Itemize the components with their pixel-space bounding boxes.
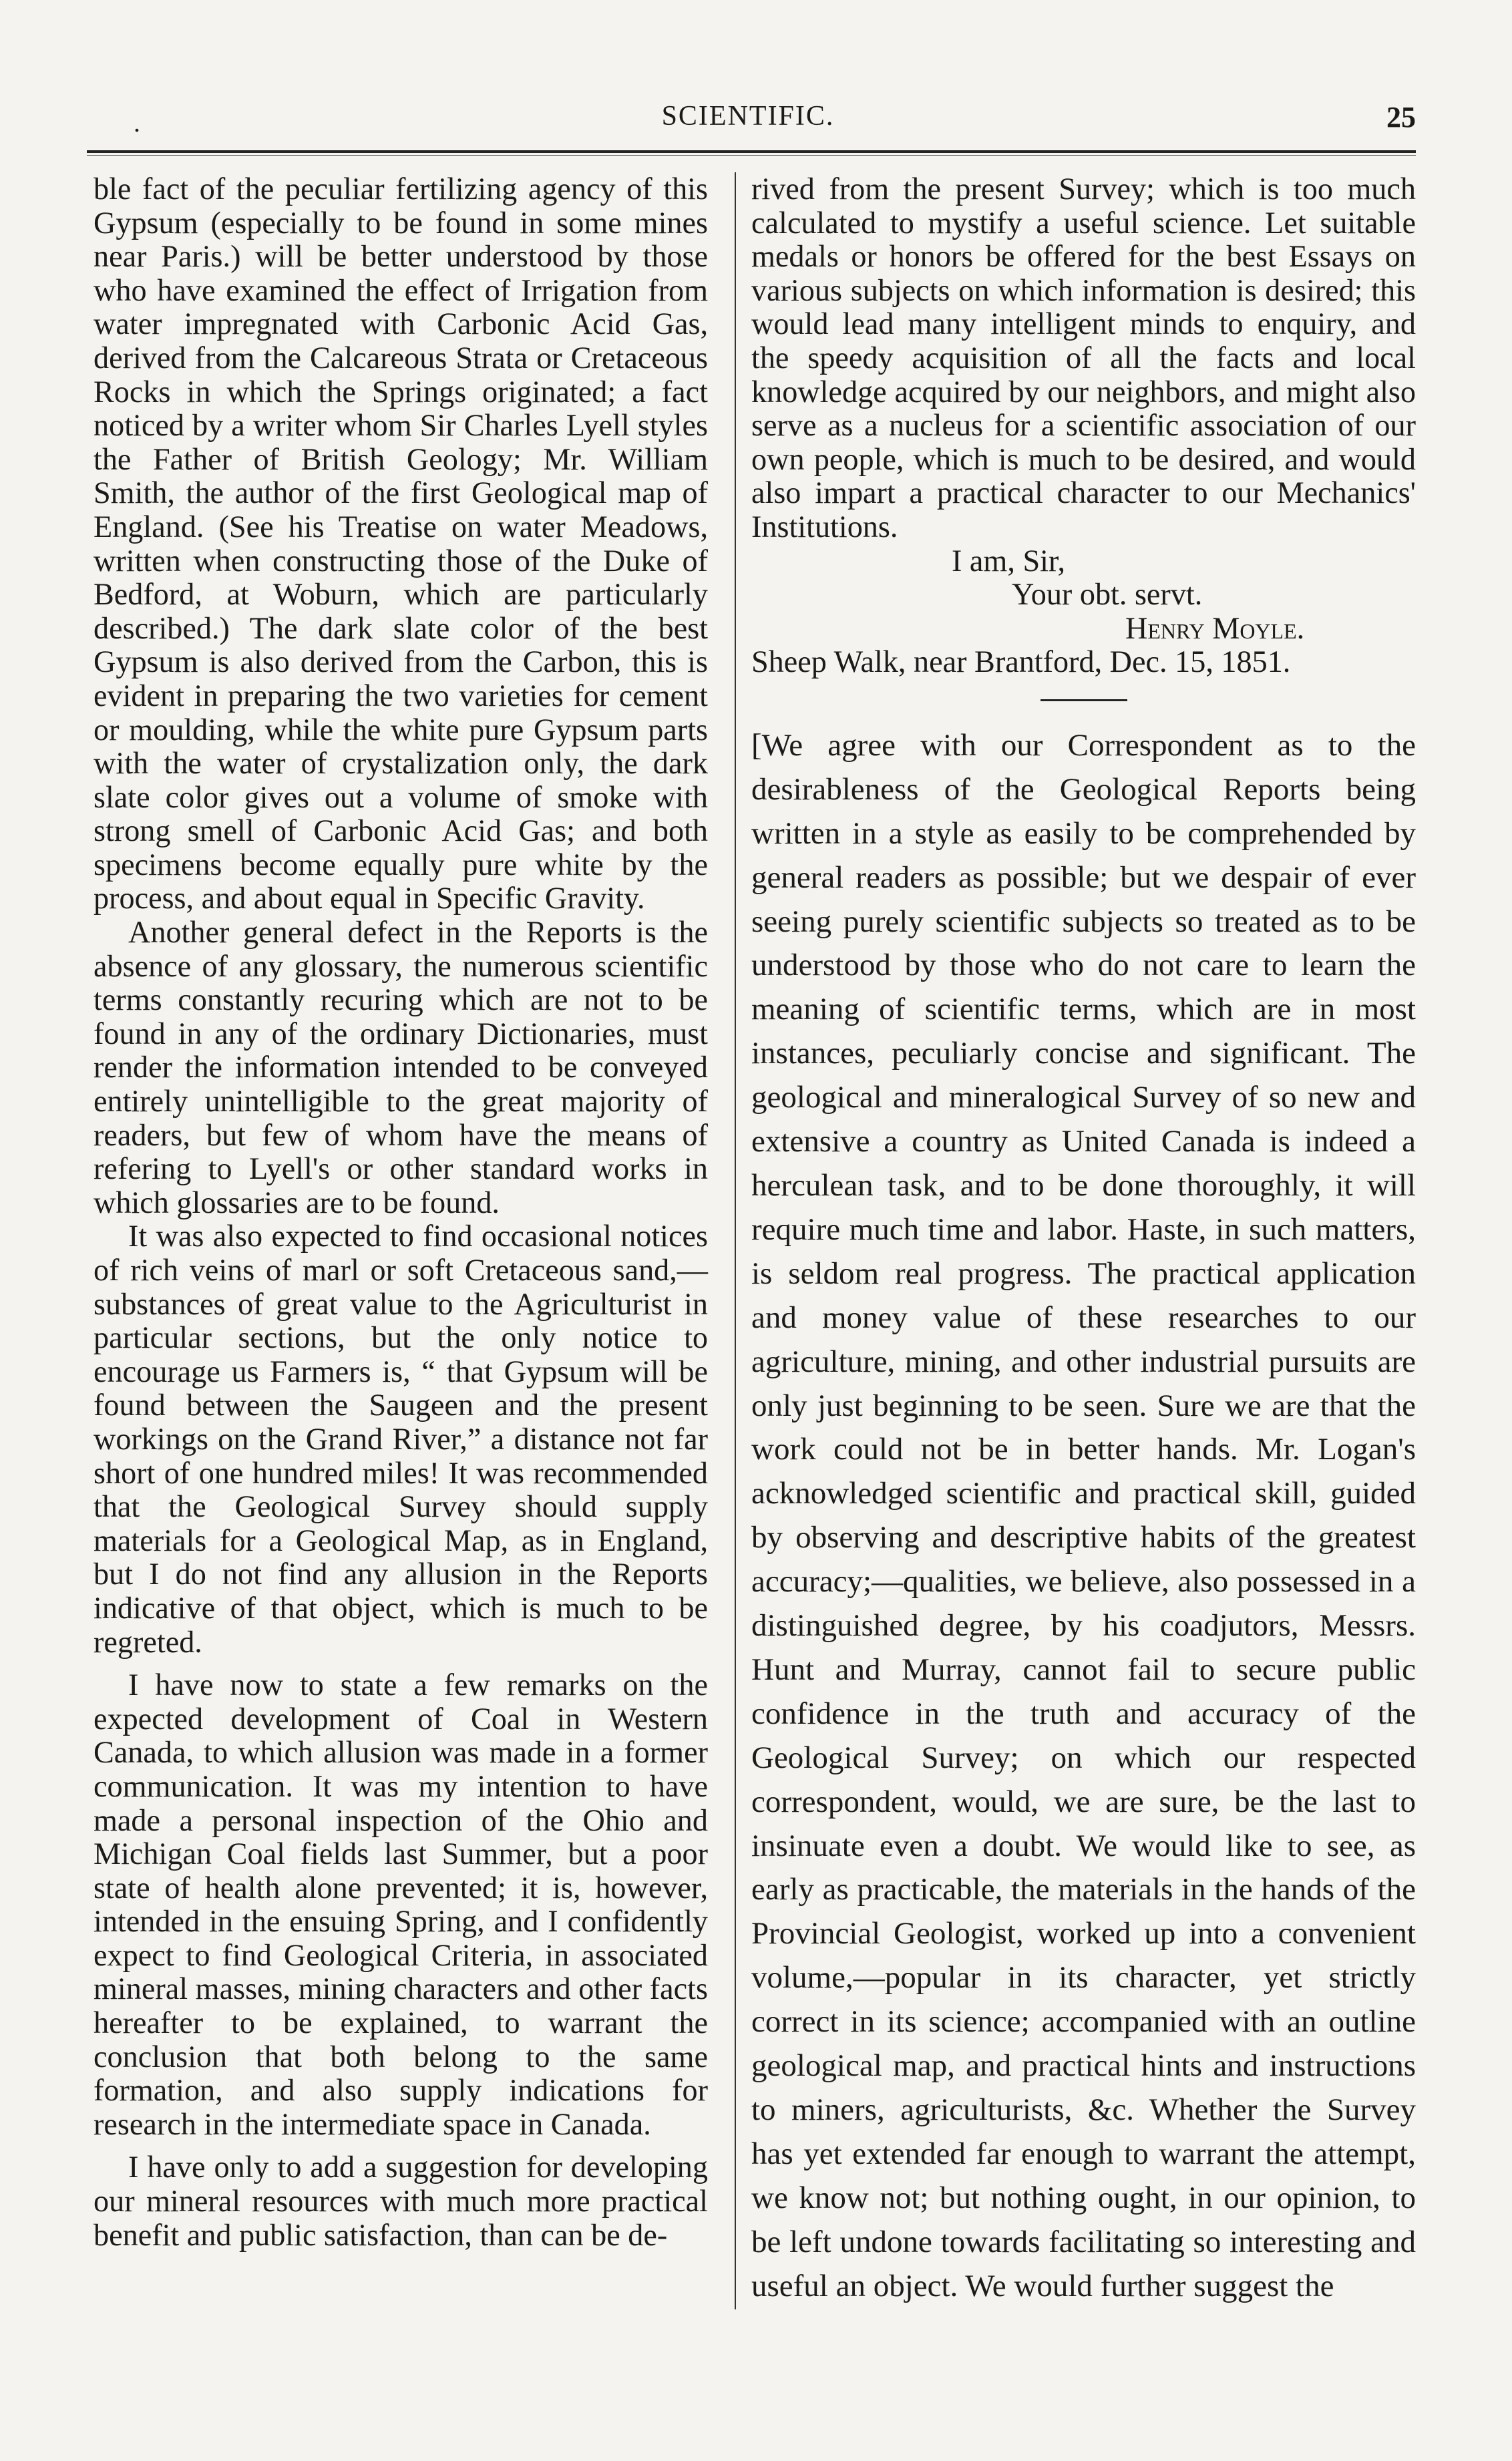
running-title: SCIENTIFIC. [661,101,835,132]
page-number: 25 [1386,101,1416,134]
page-header [80,100,1416,154]
left-paragraph-2: Another general defect in the Reports is the absence of any glossary, the numerous scientific terms constantly recuring which are not to be found in any of the ordinary Dictionaries, must render the information intended to be conveyed entirely unintelligible to the great majority of readers, but few of whom have the means of refering to Lyell's or other standard works in which glossaries are to be found. [93,915,708,1219]
closing: Your obt. servt. [1012,577,1203,612]
column-divider [735,172,736,2309]
editorial-note: [We agree with our Correspondent as to the desirableness of the Geological Reports being written in a style as easily to be comprehended by general readers as possible; but we despair of ever seeing purely scientific subjects so treated as to be understood by those who do not care to learn the meaning of scientific terms, which are in most instances, peculiarly concise and significant. The geological and mineralogical Survey of so new and extensive a country as United Canada is indeed a herculean task, and to be done thoroughly, it will require much time and labor. Haste, in such matters, is seldom real progress. The practical application and money value of these researches to our agriculture, mining, and other industrial pursuits are only just beginning to be seen. Sure we are that the work could not be in better hands. Mr. Logan's acknowledged scientific and practical skill, guided by observing and descriptive habits of the greatest accuracy;—qualities, we believe, also possessed in a distinguished degree, by his coadjutors, Messrs. Hunt and Murray, cannot fail to secure public confidence in the truth and accuracy of the Geological Survey; on which our respected correspondent, would, we are sure, be the last to insinuate even a doubt. We would like to see, as early as practicable, the materials in the hands of the Provincial Geologist, worked up into a convenient volume,—popular in its character, yet strictly correct in its science; accompanied with an outline geological map, and practical hints and instructions to miners, agriculturists, &c. Whether the Survey has yet extended far enough to warrant the attempt, we know not; but nothing ought, in our opinion, to be left undone towards facilitating so interesting and useful an object. We would further suggest the [751,727,1416,2303]
right-paragraph-1: rived from the present Survey; which is too much calculated to mystify a useful science. Let suitable medals or honors be offered for the best Essays on various subjects on which information is desired; this would lead many intelligent minds to enquiry, and the speedy acquisition of all the facts and local knowledge acquired by our neighbors, and might also serve as a nucleus for a scientific association of our own people, which is much to be desired, and would also impart a practical character to our Mechanics' Institutions. [751,172,1416,544]
right-column [751,172,1416,2309]
header-dot: . [134,108,140,138]
section-rule [1041,699,1127,701]
left-paragraph-1: ble fact of the peculiar fertilizing agency of this Gypsum (especially to be found in some mines near Paris.) will be better understood by those who have examined the effect of Irrigation from water impregnated with Carbonic Acid Gas, derived from the Calcareous Strata or Cretaceous Rocks in which the Springs originated; a fact noticed by a writer whom Sir Charles Lyell styles the Father of British Geology; Mr. William Smith, the author of the first Geological map of England. (See his Treatise on water Meadows, written when constructing those of the Duke of Bedford, at Woburn, which are particularly described.) The dark slate color of the best Gypsum is also derived from the Carbon, this is evident in preparing the two varieties for cement or moulding, while the white pure Gypsum parts with the water of crystalization only, the dark slate color gives out a volume of smoke with strong smell of Carbonic Acid Gas; and both specimens become equally pure white by the process, and about equal in Specific Gravity. [93,172,708,916]
left-paragraph-3: It was also expected to find occasional notices of rich veins of marl or soft Cretaceous sand,—substances of great value to the Agriculturist in particular sections, but the only notice to encourage us Farmers is, “ that Gypsum will be found between the Saugeen and the present workings on the Grand River,” a distance not far short of one hundred miles! It was recommended that the Geological Survey should supply materials for a Geological Map, as in England, but I do not find any allusion in the Reports indicative of that object, which is much to be regreted. [93,1219,708,1659]
dateline: Sheep Walk, near Brantford, Dec. 15, 1851. [751,644,1291,679]
signature: Henry Moyle. [1125,610,1305,645]
left-paragraph-4: I have now to state a few remarks on the expected development of Coal in Western Canada, to which allusion was made in a former communication. It was my intention to have made a personal inspection of the Ohio and Michigan Coal fields last Summer, but a poor state of health alone prevented; it is, however, intended in the ensuing Spring, and I confidently expect to find Geological Criteria, in associated mineral masses, mining characters and other facts hereafter to be explained, to warrant the conclusion that both belong to the same formation, and also supply indications for research in the intermediate space in Canada. [93,1668,708,2141]
left-paragraph-5: I have only to add a suggestion for developing our mineral resources with much more practical benefit and public satisfaction, than can be de- [93,2150,708,2252]
salutation: I am, Sir, [952,543,1066,578]
left-column [93,172,708,2252]
header-rule [87,150,1416,156]
